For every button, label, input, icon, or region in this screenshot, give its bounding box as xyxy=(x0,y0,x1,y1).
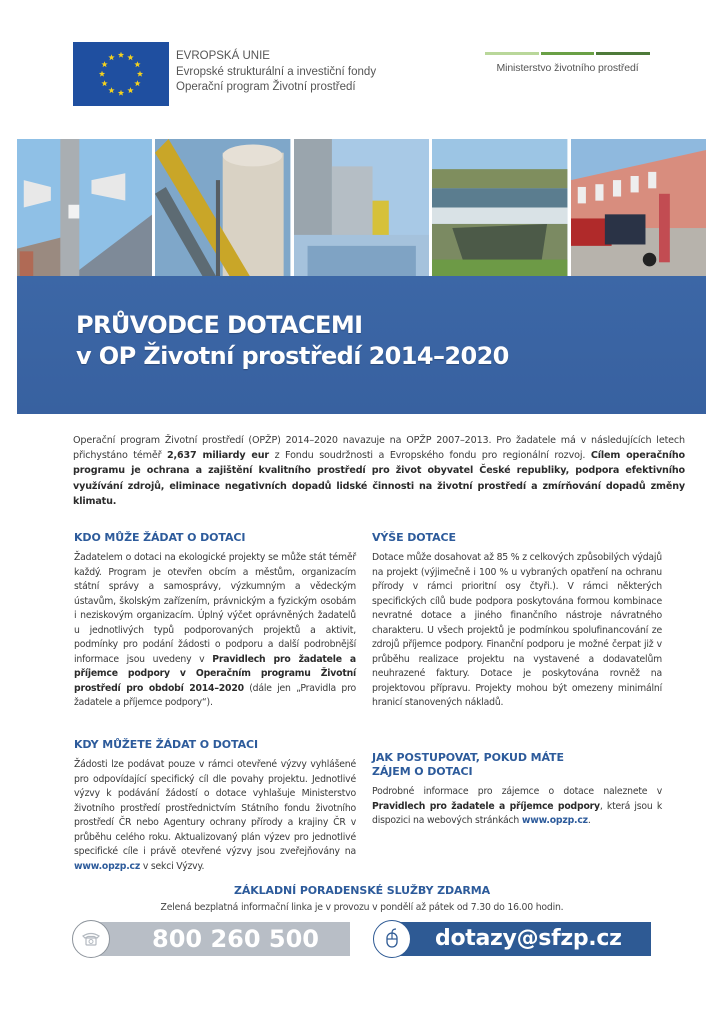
eu-text-block xyxy=(176,49,376,96)
eu-star xyxy=(134,80,140,86)
section-body xyxy=(74,551,356,711)
industrial-silo-photo xyxy=(155,139,290,276)
section-vyse xyxy=(372,531,662,711)
eu-star xyxy=(101,61,107,67)
section-text: v sekci Výzvy. xyxy=(140,860,205,872)
ministry-bar-dark xyxy=(596,52,650,55)
section-jak xyxy=(372,751,662,829)
eu-star xyxy=(118,90,124,96)
opzp-link[interactable]: www.opzp.cz xyxy=(521,815,588,826)
eu-line-1: EVROPSKÁ UNIE xyxy=(176,50,270,62)
eu-star xyxy=(127,54,133,60)
footer-heading: ZÁKLADNÍ PORADENSKÉ SLUŽBY ZDARMA xyxy=(233,884,491,897)
section-body xyxy=(372,785,662,829)
heading-line-2: ZÁJEM O DOTACI xyxy=(372,765,473,778)
rules-reference: Pravidlech pro žadatele a příjemce podpory xyxy=(372,800,600,812)
eu-star xyxy=(99,71,105,77)
section-text: . xyxy=(587,815,591,826)
section-kdo xyxy=(74,531,356,711)
intro-text-1: Operační program Životní prostředí (OPŽP) 2014–2020 navazuje na OPŽP 2007–2013. Pro žadatele má v následujících letech přichystáno téměř xyxy=(73,435,685,462)
section-body: Dotace může dosahovat až 85 % z celkových způsobilých výdajů na projekt (výjimečně i 100 % u vybraných opatření na ochranu přírody v rámci prioritní osy čtyři.). V rámci některých specifických cílů bude podpora poskytována formou kombinace nevratné dotace a jiného finančního nástroje návratného charakteru. U všech projektů je podmínkou spolufinancování ze zdrojů příjemce podpory. Finanční podporu je možné čerpat již v průběhu realizace projektu na vystavené a dodavatelům neuhrazené faktury. Dotace je poskytována rovněž na projektovou přípravu. Projekty mohou být omezeny minimální hranicí stanovených nákladů. xyxy=(372,552,662,708)
ministry-color-bars xyxy=(485,52,650,55)
phone-number[interactable]: 800 260 500 xyxy=(152,925,320,953)
section-heading: VÝŠE DOTACE xyxy=(372,531,456,544)
page-title xyxy=(76,310,509,372)
eu-star xyxy=(134,61,140,67)
eu-star xyxy=(127,87,133,93)
intro-goal: Cílem operačního programu je ochrana a zajištění kvalitního prostředí pro život obyvatel České republiky, podpora efektivního využívání zdrojů, eliminace negativních dopadů lidské činnosti na životní prostředí a zmírňování dopadů změny klimatu. xyxy=(73,450,685,507)
footer-subtext: Zelená bezplatná informační linka je v provozu v pondělí až pátek od 7.30 do 16.00 hodin. xyxy=(160,902,564,913)
eu-line-3: Operační program Životní prostředí xyxy=(176,81,356,93)
ministry-logo xyxy=(485,52,650,74)
mouse-icon xyxy=(373,920,411,958)
photo-strip xyxy=(17,139,706,276)
eu-flag-logo xyxy=(73,42,169,106)
eu-stars-icon xyxy=(73,42,169,106)
section-body xyxy=(74,758,356,874)
section-heading xyxy=(372,751,662,779)
section-text: Žádosti lze podávat pouze v rámci otevřené výzvy vyhlášené pro odpovídající specifický cíl dle povahy projektu. Jednotlivé výzvy k podávání žádostí o dotace vyhlašuje Ministerstvo životního prostředí prostřednictvím Státního fondu životního prostředí ČR nebo Agentury ochrany přírody a krajiny ČR v průběhu celého roku. Aktualizovaný plán výzev pro jednotlivé specifické cíle i právě otevřené výzvy jsou zveřejňovány na xyxy=(74,759,356,857)
school-building-photo xyxy=(571,139,706,276)
section-heading: KDO MŮŽE ŽÁDAT O DOTACI xyxy=(74,531,246,544)
heading-line-1: JAK POSTUPOVAT, POKUD MÁTE xyxy=(372,751,564,764)
ministry-bar-mid xyxy=(541,52,595,55)
section-text: , která jsou k dispozici na webových stránkách xyxy=(372,800,662,826)
section-heading: KDY MŮŽETE ŽÁDAT O DOTACI xyxy=(74,738,258,751)
eu-star xyxy=(118,52,124,58)
title-line-1: PRŮVODCE DOTACEMI xyxy=(76,311,363,339)
section-text: Podrobné informace pro zájemce o dotace naleznete v xyxy=(372,786,662,797)
eu-star xyxy=(108,87,114,93)
telephone-icon xyxy=(72,920,110,958)
siren-photo xyxy=(17,139,152,276)
title-line-2: v OP Životní prostředí 2014–2020 xyxy=(76,342,509,370)
section-kdy xyxy=(74,738,356,874)
email-contact[interactable] xyxy=(373,920,651,958)
eu-line-2: Evropské strukturální a investiční fondy xyxy=(176,65,377,78)
ministry-name: Ministerstvo životního prostředí xyxy=(496,62,639,74)
intro-amount: 2,637 miliardy eur xyxy=(166,450,269,462)
eu-star xyxy=(108,54,114,60)
rules-reference: Pravidlech pro žadatele a příjemce podpory v Operačním programu Životní prostředí pro období 2014–2020 xyxy=(74,653,356,694)
ministry-bar-light xyxy=(485,52,539,55)
recycling-plant-photo xyxy=(294,139,429,276)
intro-text-2: z Fondu soudržnosti a Evropského fondu pro regionální rozvoj. xyxy=(268,450,591,462)
eu-star xyxy=(137,71,143,77)
opzp-link[interactable]: www.opzp.cz xyxy=(74,860,141,872)
intro-paragraph xyxy=(73,433,685,509)
phone-hotline[interactable] xyxy=(72,920,350,958)
section-text: (dále jen „Pravidla pro žadatele a příjemce podpory“). xyxy=(74,682,356,708)
email-address[interactable]: dotazy@sfzp.cz xyxy=(435,926,622,951)
section-text: Žadatelem o dotaci na ekologické projekty se může stát téměř každý. Program je otevřen obcím a městům, organizacím státní správy a samosprávy, výzkumným a vědeckým ústavům, školským zařízením, právnickým a fyzickým osobám i neziskovým organizacím. Úplný výčet oprávněných žadatelů u jednotlivých typů podporovaných projektů a aktivit, podmínky pro podání žádosti o podporu a další podrobnější informace jsou uvedeny v xyxy=(74,552,356,665)
river-weir-photo xyxy=(432,139,567,276)
eu-star xyxy=(101,80,107,86)
